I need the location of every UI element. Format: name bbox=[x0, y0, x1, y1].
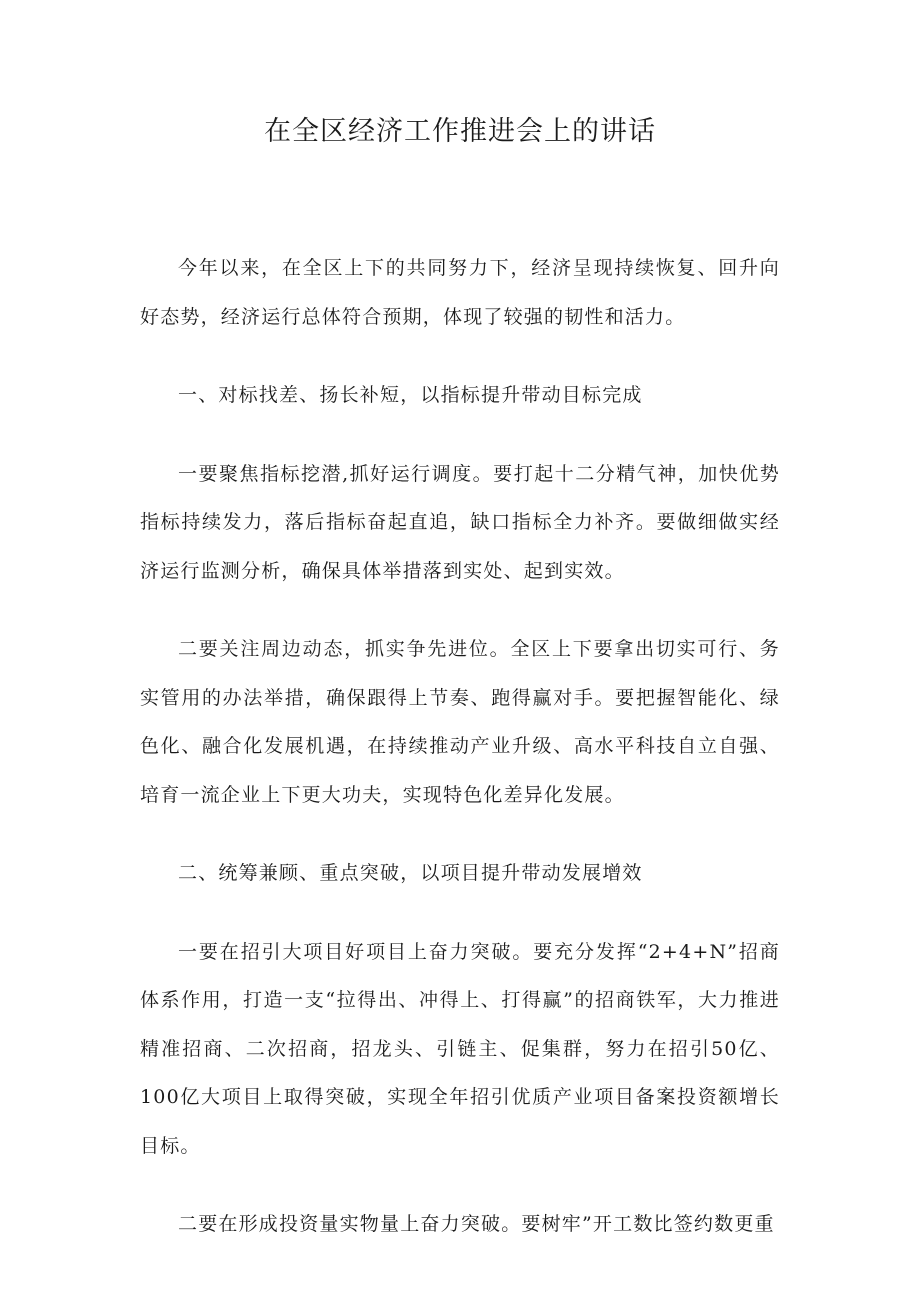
paragraph-2-1: 一要在招引大项目好项目上奋力突破。要充分发挥“2+4+N”招商体系作用，打造一支“拉得出、冲得上、打得赢”的招商铁军，大力推进精准招商、二次招商，招龙头、引链主、促集群，努力在招引50亿、100亿大项目上取得突破，实现全年招引优质产业项目备案投资额增长目标。 bbox=[140, 940, 780, 1157]
paragraph-2-2: 二要在形成投资量实物量上奋力突破。要树牢”开工数比签约数更重 bbox=[178, 1213, 775, 1235]
document-body bbox=[140, 244, 780, 1279]
paragraph-1-1: 一要聚焦指标挖潜,抓好运行调度。要打起十二分精气神，加快优势指标持续发力，落后指标奋起直追，缺口指标全力补齐。要做细做实经济运行监测分析，确保具体举措落到实处、起到实效。 bbox=[140, 462, 780, 582]
paragraph-1-2: 二要关注周边动态，抓实争先进位。全区上下要拿出切实可行、务实管用的办法举措，确保跟得上节奏、跑得赢对手。要把握智能化、绿色化、融合化发展机遇，在持续推动产业升级、高水平科技自立自强、培育一流企业上下更大功夫，实现特色化差异化发展。 bbox=[140, 638, 780, 806]
section-heading-2: 二、统筹兼顾、重点突破，以项目提升带动发展增效 bbox=[178, 862, 643, 884]
document-title: 在全区经济工作推进会上的讲话 bbox=[264, 116, 656, 147]
section-heading-1: 一、对标找差、扬长补短，以指标提升带动目标完成 bbox=[178, 384, 643, 406]
intro-paragraph: 今年以来，在全区上下的共同努力下，经济呈现持续恢复、回升向好态势，经济运行总体符合预期，体现了较强的韧性和活力。 bbox=[140, 257, 780, 328]
